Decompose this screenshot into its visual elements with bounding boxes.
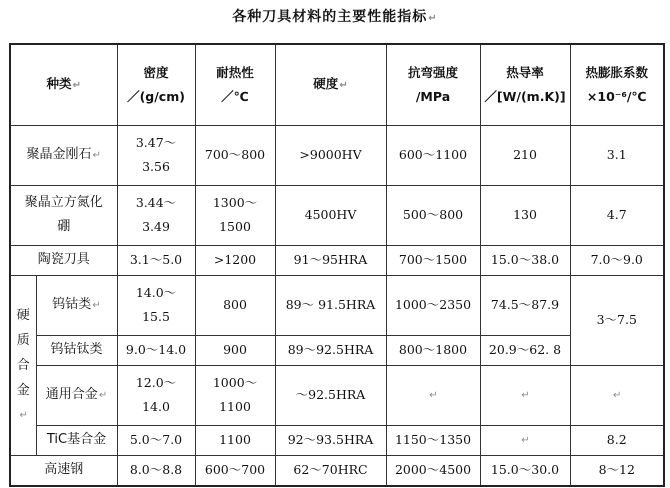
row-name: 聚晶金刚石↵ — [10, 125, 117, 185]
cell-density: 5.0～7.0 — [117, 425, 195, 455]
cell-density: 9.0～14.0 — [117, 335, 195, 365]
cell-thermal-expansion: 8.2 — [570, 425, 664, 455]
cell-thermal-expansion: 7.0～9.0 — [570, 245, 664, 275]
table-row — [10, 455, 664, 486]
cell-thermal-conductivity: 74.5～87.9 — [480, 275, 570, 335]
cell-thermal-conductivity: 15.0～30.0 — [480, 455, 570, 486]
cell-heat-resistance: >1200 — [195, 245, 275, 275]
header-kind: 种类↵ — [10, 44, 117, 125]
carbide-group-label: 硬 质 合 金 ↵ — [10, 275, 36, 455]
cell-density: 14.0～ 15.5 — [117, 275, 195, 335]
paragraph-mark: ↵ — [428, 13, 438, 24]
cell-thermal-conductivity: 210 — [480, 125, 570, 185]
cell-thermal-conductivity: 20.9～62. 8 — [480, 335, 570, 365]
cell-bending-strength: 1000～2350 — [386, 275, 480, 335]
cell-bending-strength: ↵ — [386, 365, 480, 425]
cell-heat-resistance: 1100 — [195, 425, 275, 455]
cell-hardness: 62～70HRC — [275, 455, 386, 486]
cell-bending-strength: 700～1500 — [386, 245, 480, 275]
row-name: 陶瓷刀具 — [10, 245, 117, 275]
table-row — [10, 335, 664, 365]
row-name: 聚晶立方氮化 硼 — [10, 185, 117, 245]
table-row — [10, 185, 664, 245]
cell-bending-strength: 800～1800 — [386, 335, 480, 365]
row-name: 通用合金↵ — [36, 365, 117, 425]
header-density: 密度 ／(g/cm) — [117, 44, 195, 125]
cell-heat-resistance: 1000～ 1100 — [195, 365, 275, 425]
cell-thermal-conductivity: 130 — [480, 185, 570, 245]
page-title: 各种刀具材料的主要性能指标↵ — [232, 9, 438, 25]
row-name: 钨钴钛类 — [36, 335, 117, 365]
row-name: 钨钴类↵ — [36, 275, 117, 335]
cell-hardness: 4500HV — [275, 185, 386, 245]
header-row — [10, 44, 664, 125]
properties-table — [9, 43, 665, 487]
table-row — [10, 425, 664, 455]
header-hardness: 硬度↵ — [275, 44, 386, 125]
header-bending-strength: 抗弯强度 /MPa — [386, 44, 480, 125]
cell-heat-resistance: 600～700 — [195, 455, 275, 486]
cell-thermal-conductivity: ↵ — [480, 365, 570, 425]
cell-density: 3.47～ 3.56 — [117, 125, 195, 185]
header-thermal-conductivity: 热导率 ／[W/(m.K)] — [480, 44, 570, 125]
cell-heat-resistance: 800 — [195, 275, 275, 335]
cell-thermal-expansion: 3～7.5 — [570, 275, 664, 365]
cell-density: 8.0～8.8 — [117, 455, 195, 486]
cell-heat-resistance: 700～800 — [195, 125, 275, 185]
table-row — [10, 125, 664, 185]
header-heat-resistance: 耐热性 ／℃ — [195, 44, 275, 125]
cell-thermal-expansion: 4.7 — [570, 185, 664, 245]
table-row — [10, 365, 664, 425]
cell-bending-strength: 500～800 — [386, 185, 480, 245]
cell-hardness: 91～95HRA — [275, 245, 386, 275]
row-name: 高速钢 — [10, 455, 117, 486]
cell-hardness: ～92.5HRA — [275, 365, 386, 425]
cell-bending-strength: 2000～4500 — [386, 455, 480, 486]
cell-hardness: 89～92.5HRA — [275, 335, 386, 365]
cell-hardness: 89～ 91.5HRA — [275, 275, 386, 335]
table-row — [10, 275, 664, 335]
cell-thermal-expansion: 8～12 — [570, 455, 664, 486]
header-thermal-expansion: 热膨胀系数 ×10⁻⁶/℃ — [570, 44, 664, 125]
table-row — [10, 245, 664, 275]
cell-bending-strength: 1150～1350 — [386, 425, 480, 455]
cell-thermal-expansion: 3.1 — [570, 125, 664, 185]
cell-thermal-conductivity: 15.0～38.0 — [480, 245, 570, 275]
cell-hardness: 92～93.5HRA — [275, 425, 386, 455]
cell-density: 3.44～ 3.49 — [117, 185, 195, 245]
cell-bending-strength: 600～1100 — [386, 125, 480, 185]
cell-heat-resistance: 900 — [195, 335, 275, 365]
row-name: TiC基合金 — [36, 425, 117, 455]
cell-density: 12.0～ 14.0 — [117, 365, 195, 425]
cell-density: 3.1～5.0 — [117, 245, 195, 275]
cell-thermal-expansion: ↵ — [570, 365, 664, 425]
cell-hardness: >9000HV — [275, 125, 386, 185]
cell-heat-resistance: 1300～ 1500 — [195, 185, 275, 245]
cell-thermal-conductivity: ↵ — [480, 425, 570, 455]
